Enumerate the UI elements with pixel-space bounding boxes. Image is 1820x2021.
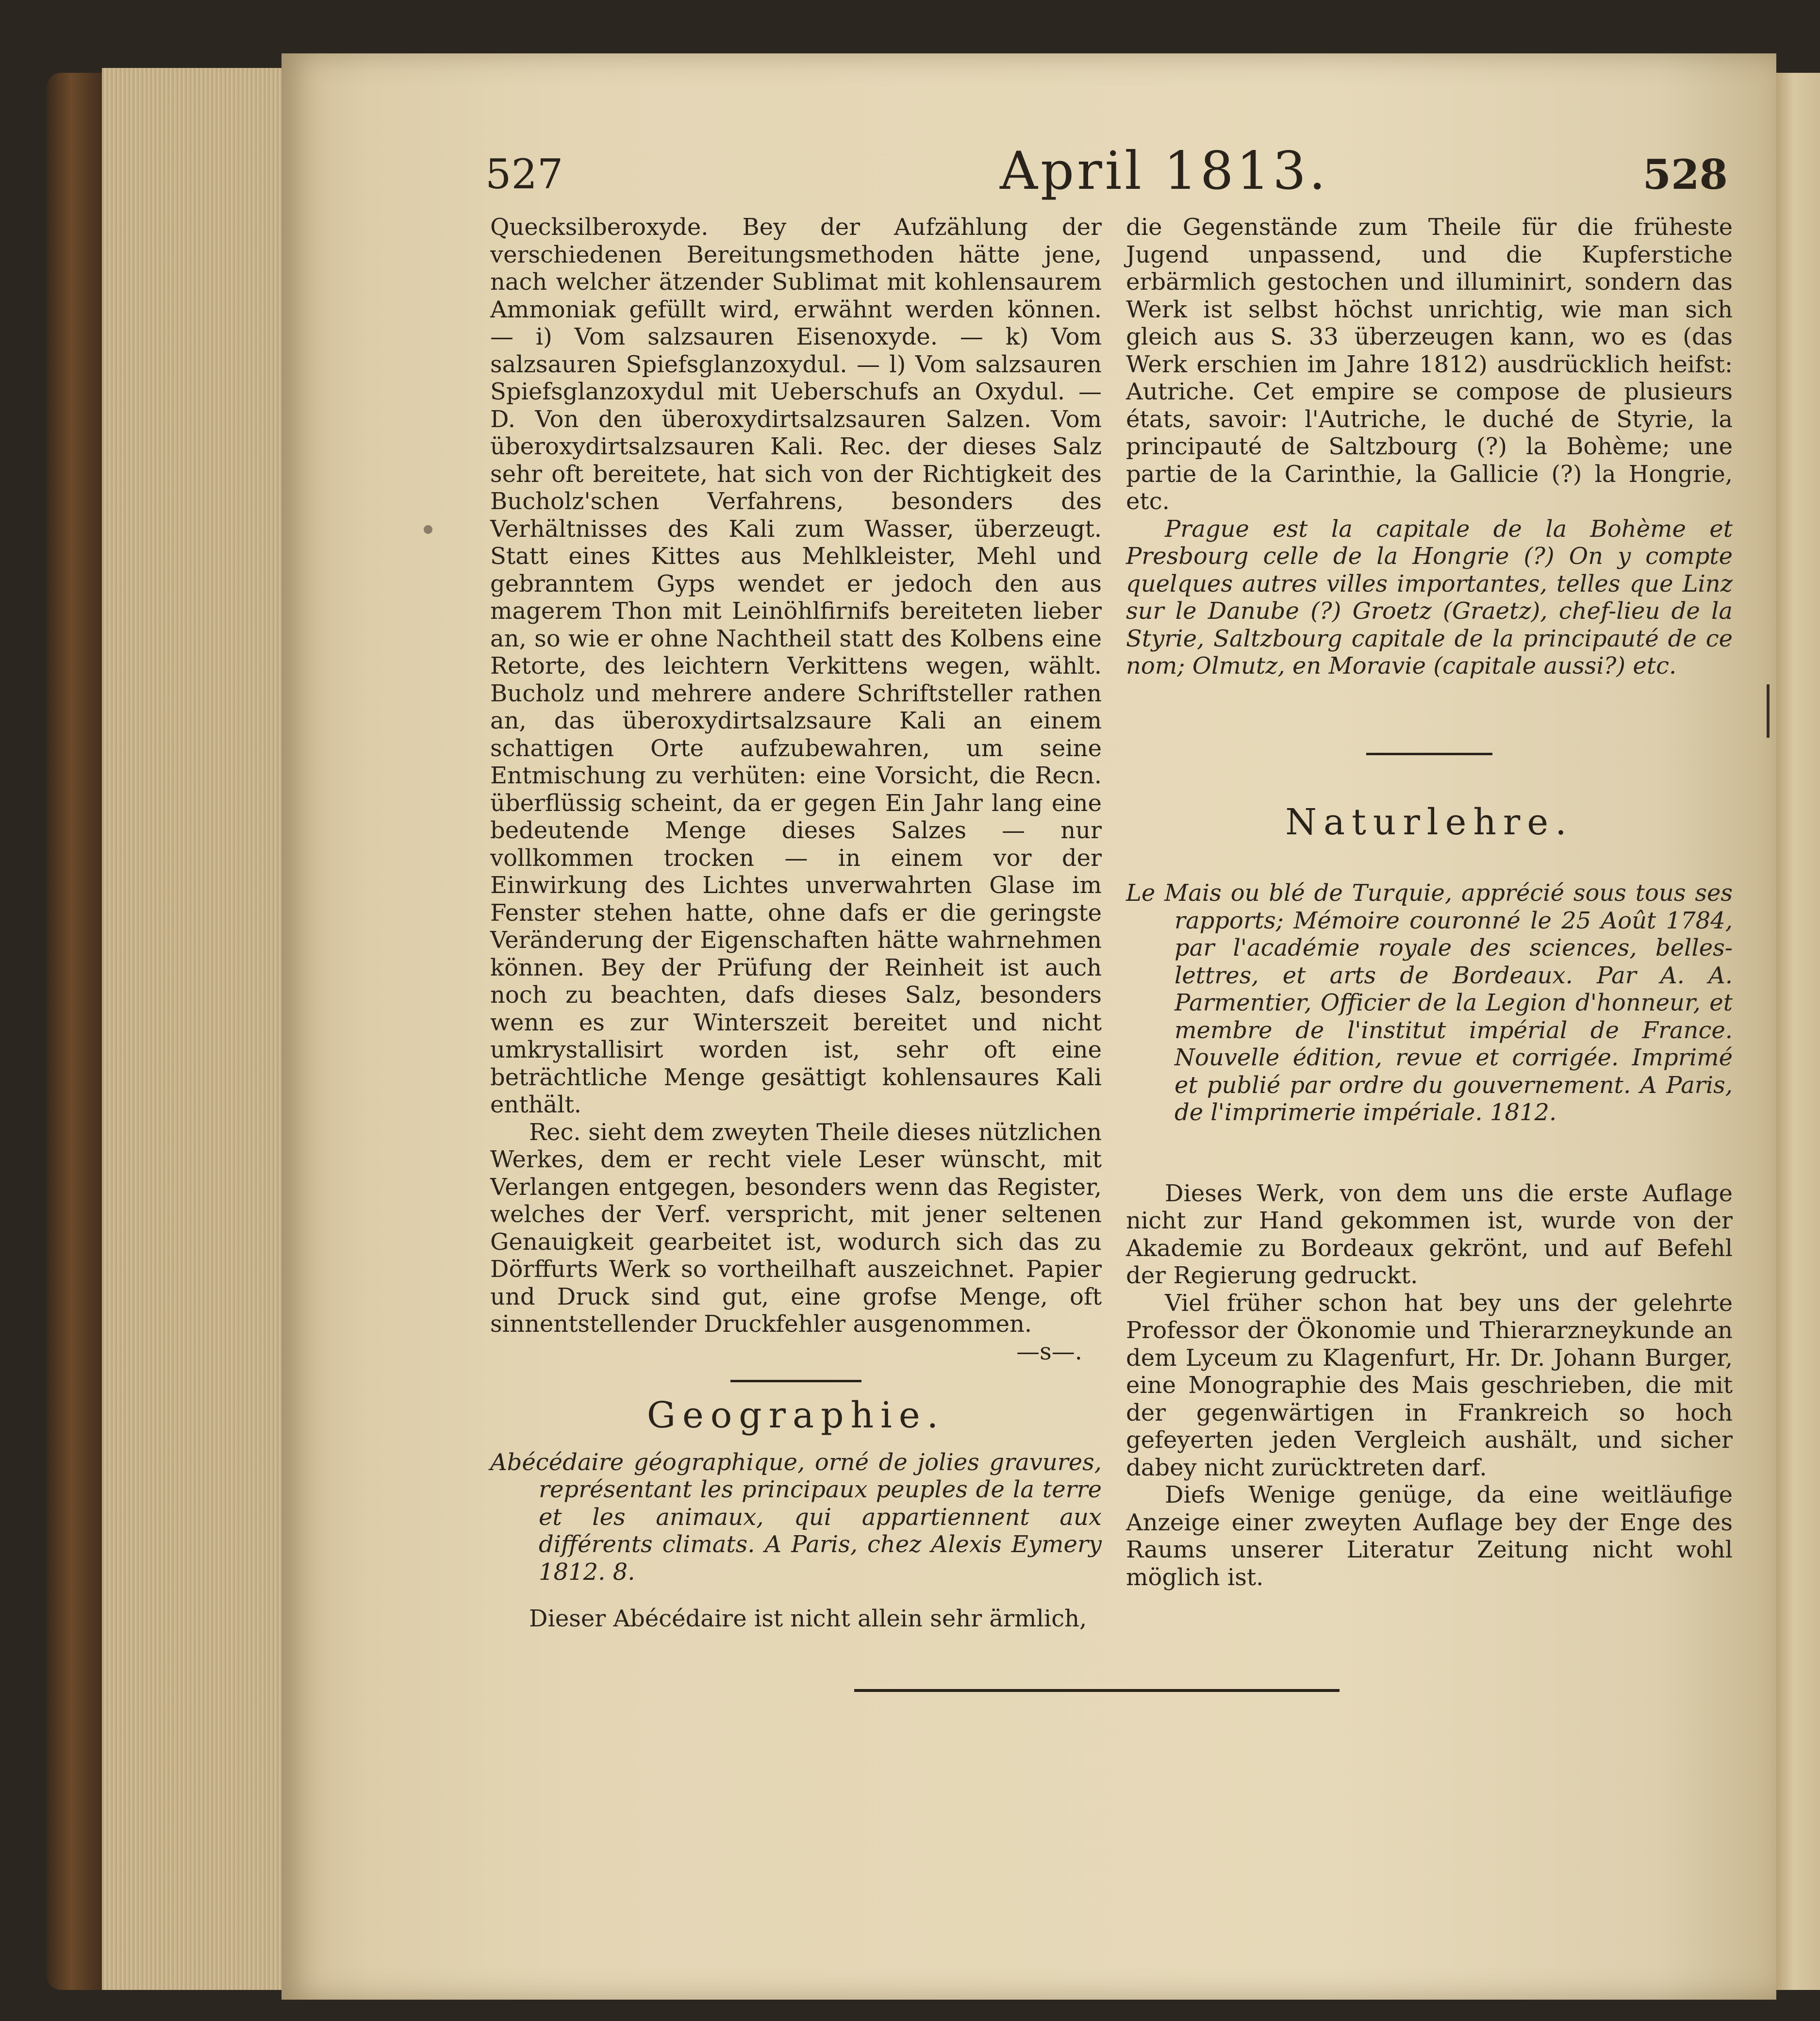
page-number-left: 527 bbox=[485, 150, 563, 198]
left-paragraph-1: Quecksilberoxyde. Bey der Aufzählung der verschiedenen Bereitungsmethoden hätte jene, nach welcher ätzender Sublimat mit kohlensaurem Ammoniak gefüllt wird, erwähnt werden können. — i) Vom salzsauren Eisenoxyde. — k) Vom salzsauren Spiefsglanzoxydul. — l) Vom salzsauren Spiefsglanzoxydul mit Ueberschufs an Oxydul. — D. Von den überoxydirtsalzsauren Salzen. Vom überoxydirtsalzsauren Kali. Rec. der dieses Salz sehr oft bereitete, hat sich von der Richtigkeit des Bucholz'schen Verfahrens, besonders des Verhältnisses des Kali zum Wasser, überzeugt. Statt eines Kittes aus Mehlkleister, Mehl und gebranntem Gyps wendet er jedoch den aus magerem Thon mit Leinöhlfirnifs bereiteten lieber an, so wie er ohne Nachtheil statt des Kolbens eine Retorte, des leichtern Verkittens wegen, wählt. Bucholz und mehrere andere Schriftsteller rathen an, das überoxydirtsalzsaure Kali an einem schattigen Orte aufzubewahren, um seine Entmischung zu verhüten: eine Vorsicht, die Recn. überflüssig scheint, da er gegen Ein Jahr lang eine bedeutende Menge dieses Salzes — nur vollkommen trocken — in einem vor der Einwirkung des Lichtes unverwahrten Glase im Fenster stehen hatte, ohne dafs er die geringste Veränderung der Eigenschaften hätte wahrnehmen können. Bey der Prüfung der Reinheit ist auch noch zu beachten, dafs dieses Salz, besonders wenn es zur Winterszeit bereitet und nicht umkrystallisirt worden ist, sehr oft eine beträchtliche Menge gesättigt kohlensaures Kali enthält. bbox=[490, 214, 1102, 1118]
bibliography-entry-naturlehre: Le Mais ou blé de Turquie, apprécié sous tous ses rapports; Mémoire couronné le 25 Août 1784, par l'académie royale des sciences, belles-lettres, et arts de Bordeaux. Par A. A. Parmentier, Officier de la Legion d'honneur, et membre de l'institut impérial de France. Nouvelle édition, revue et corrigée. Imprimé et publié par ordre du gouvernement. A Paris, de l'imprimerie impériale. 1812. bbox=[1126, 879, 1733, 1126]
right-column bbox=[1126, 214, 1733, 1591]
reviewer-signature: —s—. bbox=[1016, 1338, 1082, 1365]
section-divider bbox=[730, 1380, 861, 1382]
left-paragraph-3: Dieser Abécédaire ist nicht allein sehr ärmlich, bbox=[529, 1605, 1087, 1632]
next-page-edge bbox=[1776, 73, 1820, 1990]
bibliography-entry-geographie: Abécédaire géographique, orné de jolies gravures, représentant les principaux peuples de la terre et les animaux, qui appartiennent aux différents climats. A Paris, chez Alexis Eymery 1812. 8. bbox=[490, 1448, 1102, 1586]
right-paragraph-1: die Gegenstände zum Theile für die früheste Jugend unpassend, und die Kupferstiche erbärmlich gestochen und illuminirt, sondern das Werk ist selbst höchst unrichtig, wie man sich gleich aus S. 33 überzeugen kann, wo es (das Werk erschien im Jahre 1812) ausdrücklich heifst: Autriche. Cet empire se compose de plusieurs états, savoir: l'Autriche, le duché de Styrie, la principauté de Saltzbourg (?) la Bohème; une partie de la Carinthie, la Gallicie (?) la Hongrie, etc. bbox=[1126, 214, 1733, 515]
right-paragraph-4: Viel früher schon hat bey uns der gelehrte Professor der Ökonomie und Thierarzneykunde an dem Lyceum zu Klagenfurt, Hr. Dr. Johann Burger, eine Monographie des Mais geschrieben, die mit der gegenwärtigen in Frankreich so hoch gefeyerten jeden Vergleich aushält, und sicher dabey nicht zurücktreten darf. bbox=[1126, 1289, 1733, 1481]
right-paragraph-3: Dieses Werk, von dem uns die erste Auflage nicht zur Hand gekommen ist, wurde von der Akademie zu Bordeaux gekrönt, und auf Befehl der Regierung gedruckt. bbox=[1126, 1179, 1733, 1289]
right-paragraph-5: Diefs Wenige genüge, da eine weitläufige Anzeige einer zweyten Auflage bey der Enge des Raums unserer Literatur Zeitung nicht wohl möglich ist. bbox=[1126, 1481, 1733, 1591]
page-header bbox=[485, 141, 1728, 209]
running-title: April 1813. bbox=[1000, 141, 1329, 201]
end-rule bbox=[854, 1689, 1340, 1692]
left-column bbox=[490, 214, 1102, 1633]
section-divider bbox=[1366, 753, 1492, 755]
page-number-right: 528 bbox=[1642, 150, 1728, 199]
margin-dot bbox=[424, 525, 432, 534]
section-title-geographie: Geographie. bbox=[646, 1394, 945, 1436]
left-paragraph-2: Rec. sieht dem zweyten Theile dieses nützlichen Werkes, dem er recht viele Leser wünscht, mit Verlangen entgegen, besonders wenn das Register, welches der Verf. verspricht, mit jener seltenen Genauigkeit gearbeitet ist, wodurch sich das zu Dörffurts Werk so vortheilhaft auszeichnet. Papier und Druck sind gut, eine grofse Menge, oft sinnentstellender Druckfehler ausgenommen. bbox=[490, 1118, 1102, 1338]
page-stack-edge bbox=[102, 68, 286, 1990]
right-paragraph-2: Prague est la capitale de la Bohème et Presbourg celle de la Hongrie (?) On y compte quelques autres villes importantes, telles que Linz sur le Danube (?) Groetz (Graetz), chef-lieu de la Styrie, Saltzbourg capitale de la principauté de ce nom; Olmutz, en Moravie (capitale aussi?) etc. bbox=[1126, 515, 1733, 679]
section-title-naturlehre: Naturlehre. bbox=[1285, 801, 1573, 843]
gutter-mark bbox=[1767, 684, 1770, 738]
